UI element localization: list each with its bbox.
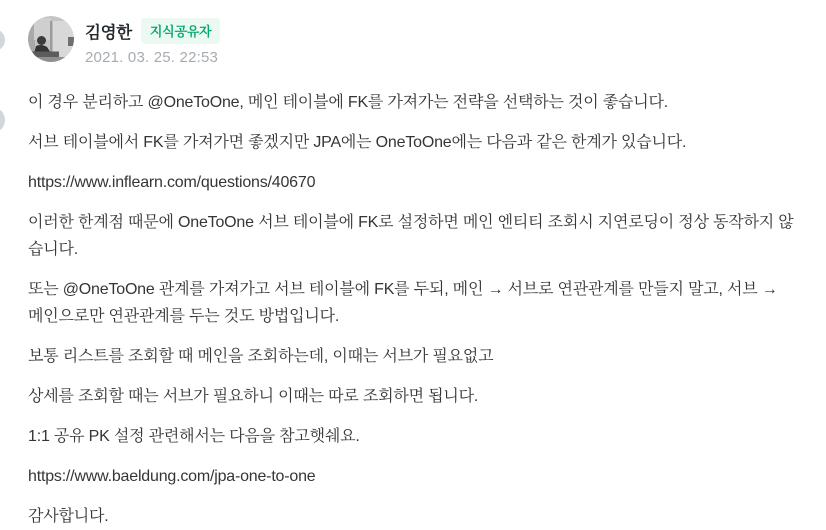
comment-body [28, 89, 796, 530]
knowledge-sharer-badge: 지식공유자 [141, 18, 220, 44]
author-avatar[interactable] [28, 16, 74, 62]
clipped-edge-shape-bottom [0, 107, 5, 133]
author-name-row [85, 18, 220, 44]
author-name[interactable]: 김영한 [85, 24, 132, 42]
comment-timestamp: 2021. 03. 25. 22:53 [85, 49, 219, 66]
author-meta [85, 16, 220, 66]
comment-paragraph: 상세를 조회할 때는 서브가 필요하니 이때는 따로 조회하면 됩니다. [28, 388, 479, 405]
comment-paragraph: 이 경우 분리하고 @OneToOne, 메인 테이블에 FK를 가져가는 전략을 선택하는 것이 좋습니다. [28, 94, 668, 111]
comment-paragraph: 보통 리스트를 조회할 때 메인을 조회하는데, 이때는 서브가 필요없고 [28, 348, 494, 365]
link-inflearn-question[interactable]: https://www.inflearn.com/questions/40670 [28, 174, 316, 191]
comment-paragraph: 감사합니다. [28, 508, 109, 525]
clipped-edge-shape-top [0, 29, 5, 51]
comment-paragraph: 또는 @OneToOne 관계를 가져가고 서브 테이블에 FK를 두되, 메인 → 서브로 연관관계를 만들지 말고, 서브 → 메인으로만 연관관계를 두는 것도 방법입니다. [28, 281, 778, 325]
comment-header [28, 16, 796, 66]
avatar-photo-icon [28, 16, 74, 62]
link-baeldung-article[interactable]: https://www.baeldung.com/jpa-one-to-one [28, 468, 316, 485]
comment-paragraph: 서브 테이블에서 FK를 가져가면 좋겠지만 JPA에는 OneToOne에는 다음과 같은 한계가 있습니다. [28, 134, 687, 151]
comment-paragraph: 1:1 공유 PK 설정 관련해서는 다음을 참고햇쉐요. [28, 428, 360, 445]
comment-paragraph: 이러한 한계점 때문에 OneToOne 서브 테이블에 FK로 설정하면 메인 엔티티 조회시 지연로딩이 정상 동작하지 않습니다. [28, 214, 794, 258]
